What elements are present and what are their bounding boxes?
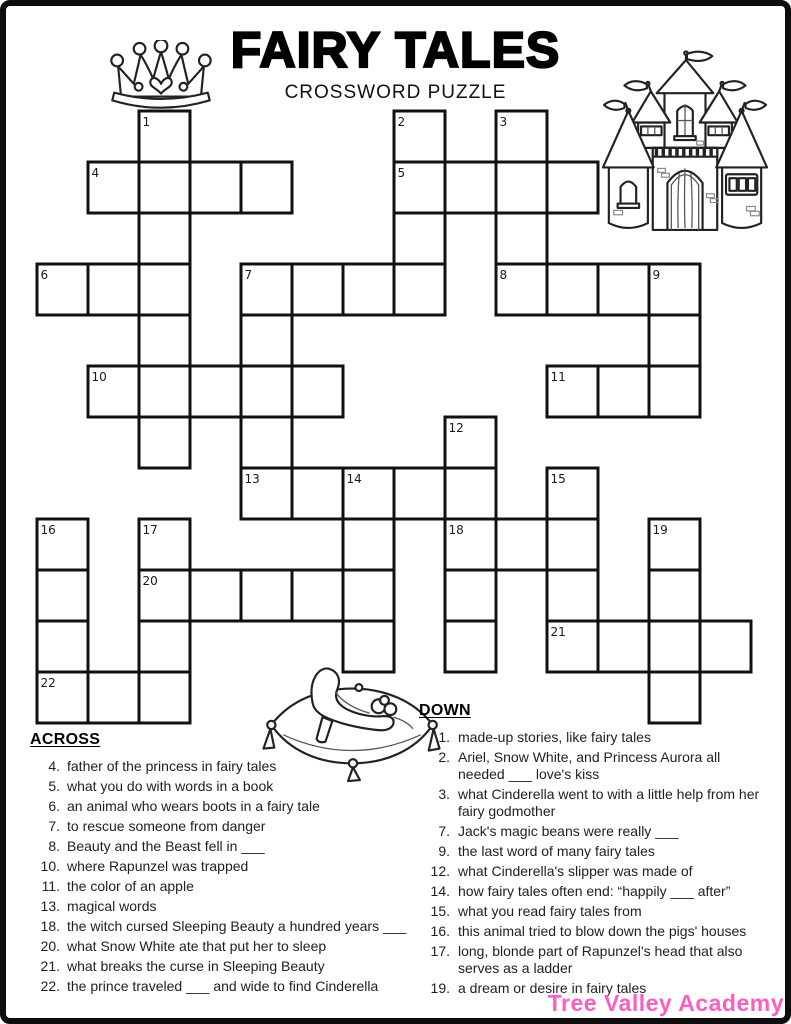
page-title: FAIRY TALES [230,22,561,78]
crossword-cell [88,672,139,723]
crossword-cell [292,570,343,621]
down-clue [419,863,769,880]
crossword-cell [445,468,496,519]
crossword-cell [292,468,343,519]
cell-number: 8 [499,268,508,282]
crossword-cell [343,519,394,570]
clue-number: 7. [48,818,60,834]
across-clue [30,978,420,995]
clue-number: 17. [430,943,450,959]
crossword-cell [649,570,700,621]
cell-number: 3 [499,115,508,129]
crossword-cell [547,264,598,315]
down-clue [419,749,769,783]
across-clue [30,838,420,855]
clue-number: 8. [48,838,60,854]
clue-number: 16. [430,923,450,939]
crossword-cell [139,621,190,672]
crossword-cell [496,162,547,213]
crossword-cell [649,315,700,366]
crossword-cell [241,315,292,366]
clue-text: what Cinderella's slipper was made of [458,863,693,879]
clue-text: what Cinderella went to with a little help from her fairy godmother [458,786,760,819]
cell-number: 19 [652,523,668,537]
clue-text: father of the princess in fairy tales [67,758,277,774]
cell-number: 14 [346,472,362,486]
down-clue [419,823,769,840]
crossword-cell [700,621,751,672]
down-clue [419,923,769,940]
down-clue [419,843,769,860]
clue-number: 9. [438,843,450,859]
clue-text: an animal who wears boots in a fairy tale [67,798,320,814]
cell-number: 1 [142,115,151,129]
clue-text: made-up stories, like fairy tales [458,729,651,745]
cell-number: 4 [91,166,100,180]
clue-number: 7. [438,823,450,839]
across-clue [30,818,420,835]
clue-number: 5. [48,778,60,794]
down-clue [419,786,769,820]
crossword-cell [343,570,394,621]
cell-number: 16 [40,523,56,537]
clue-text: the color of an apple [67,878,194,894]
clue-text: the last word of many fairy tales [458,843,655,859]
clue-text: long, blonde part of Rapunzel's head that also serves as a ladder [458,943,743,976]
across-heading: ACROSS [30,731,101,748]
cell-number: 7 [244,268,253,282]
crossword-cell [598,366,649,417]
clue-number: 11. [41,878,60,894]
clue-text: Beauty and the Beast fell in ___ [67,838,265,854]
clue-number: 15. [430,903,450,919]
across-clue [30,878,420,895]
crossword-cell [445,570,496,621]
crossword-cell [343,264,394,315]
page-subtitle: CROSSWORD PUZZLE [284,82,507,103]
clue-number: 2. [438,749,450,765]
crossword-cell [190,570,241,621]
clue-number: 12. [430,863,450,879]
crossword-cell [37,570,88,621]
cell-number: 20 [142,574,158,588]
cell-number: 22 [40,676,56,690]
down-clues-section [419,702,769,1000]
cell-number: 9 [652,268,661,282]
clue-text: what you read fairy tales from [458,903,642,919]
clue-text: what you do with words in a book [67,778,274,794]
across-clue [30,778,420,795]
down-clue-list [419,729,769,997]
down-clue [419,729,769,746]
across-clue [30,898,420,915]
crossword-cell [598,264,649,315]
crossword-cell [241,417,292,468]
crossword-cell [598,621,649,672]
cell-number: 11 [550,370,566,384]
crossword-cell [547,570,598,621]
castle-icon [602,50,768,236]
crossword-cell [445,621,496,672]
crossword-cell [394,468,445,519]
cell-number: 15 [550,472,566,486]
crossword-cell [547,519,598,570]
clue-text: to rescue someone from danger [67,818,266,834]
cell-number: 6 [40,268,49,282]
crossword-cell [139,213,190,264]
clue-text: what breaks the curse in Sleeping Beauty [67,958,325,974]
crossword-cell [445,162,496,213]
clue-number: 20. [40,938,60,954]
clue-text: what Snow White ate that put her to sleep [67,938,327,954]
clue-text: Jack's magic beans were really ___ [458,823,679,839]
crossword-cell [292,264,343,315]
watermark: Tree Valley Academy [547,990,784,1016]
cell-number: 10 [91,370,107,384]
crossword-cell [139,162,190,213]
down-clue [419,883,769,900]
clue-number: 4. [48,758,60,774]
down-clue [419,903,769,920]
crossword-cell [139,417,190,468]
across-clue [30,958,420,975]
crossword-cell [190,162,241,213]
down-heading: DOWN [419,702,471,719]
clue-number: 18. [40,918,60,934]
crossword-cell [139,315,190,366]
clue-text: this animal tried to blow down the pigs' houses [458,923,747,939]
clue-text: magical words [67,898,157,914]
crossword-cell [88,264,139,315]
clue-number: 6. [48,798,60,814]
clue-text: a dream or desire in fairy tales [458,980,647,996]
crossword-cell [394,213,445,264]
crossword-cell [241,570,292,621]
crossword-cell [241,366,292,417]
crossword-cell [496,519,547,570]
cell-number: 17 [142,523,158,537]
crossword-cell [37,621,88,672]
clue-number: 13. [40,898,60,914]
cell-number: 13 [244,472,260,486]
crossword-cell [139,264,190,315]
across-clue [30,798,420,815]
clue-number: 1. [438,729,450,745]
cell-number: 21 [550,625,566,639]
crossword-cell [139,366,190,417]
cell-number: 2 [397,115,406,129]
cell-number: 18 [448,523,464,537]
across-clues-section [30,731,420,998]
crossword-cell [649,366,700,417]
clue-text: the prince traveled ___ and wide to find Cinderella [67,978,379,994]
crossword-cell [649,621,700,672]
clue-number: 22. [40,978,60,994]
crossword-cell [394,264,445,315]
crossword-cell [292,366,343,417]
clue-number: 21. [40,958,60,974]
across-clue [30,938,420,955]
crossword-cell [241,162,292,213]
crossword-cell [496,213,547,264]
cell-number: 12 [448,421,464,435]
down-clue [419,943,769,977]
clue-number: 10. [40,858,60,874]
crossword-cell [547,162,598,213]
clue-text: where Rapunzel was trapped [67,858,249,874]
clue-text: Ariel, Snow White, and Princess Aurora all needed ___ love's kiss [458,749,721,782]
across-clue [30,758,420,775]
across-clue-list [30,758,420,995]
clue-number: 19. [430,980,450,996]
cell-number: 5 [397,166,406,180]
clue-number: 14. [430,883,450,899]
crossword-cell [190,366,241,417]
crossword-cell [139,672,190,723]
clue-text: how fairy tales often end: “happily ___ after” [458,883,731,899]
clue-text: the witch cursed Sleeping Beauty a hundred years ___ [67,918,407,934]
clue-number: 3. [438,786,450,802]
across-clue [30,858,420,875]
across-clue [30,918,420,935]
